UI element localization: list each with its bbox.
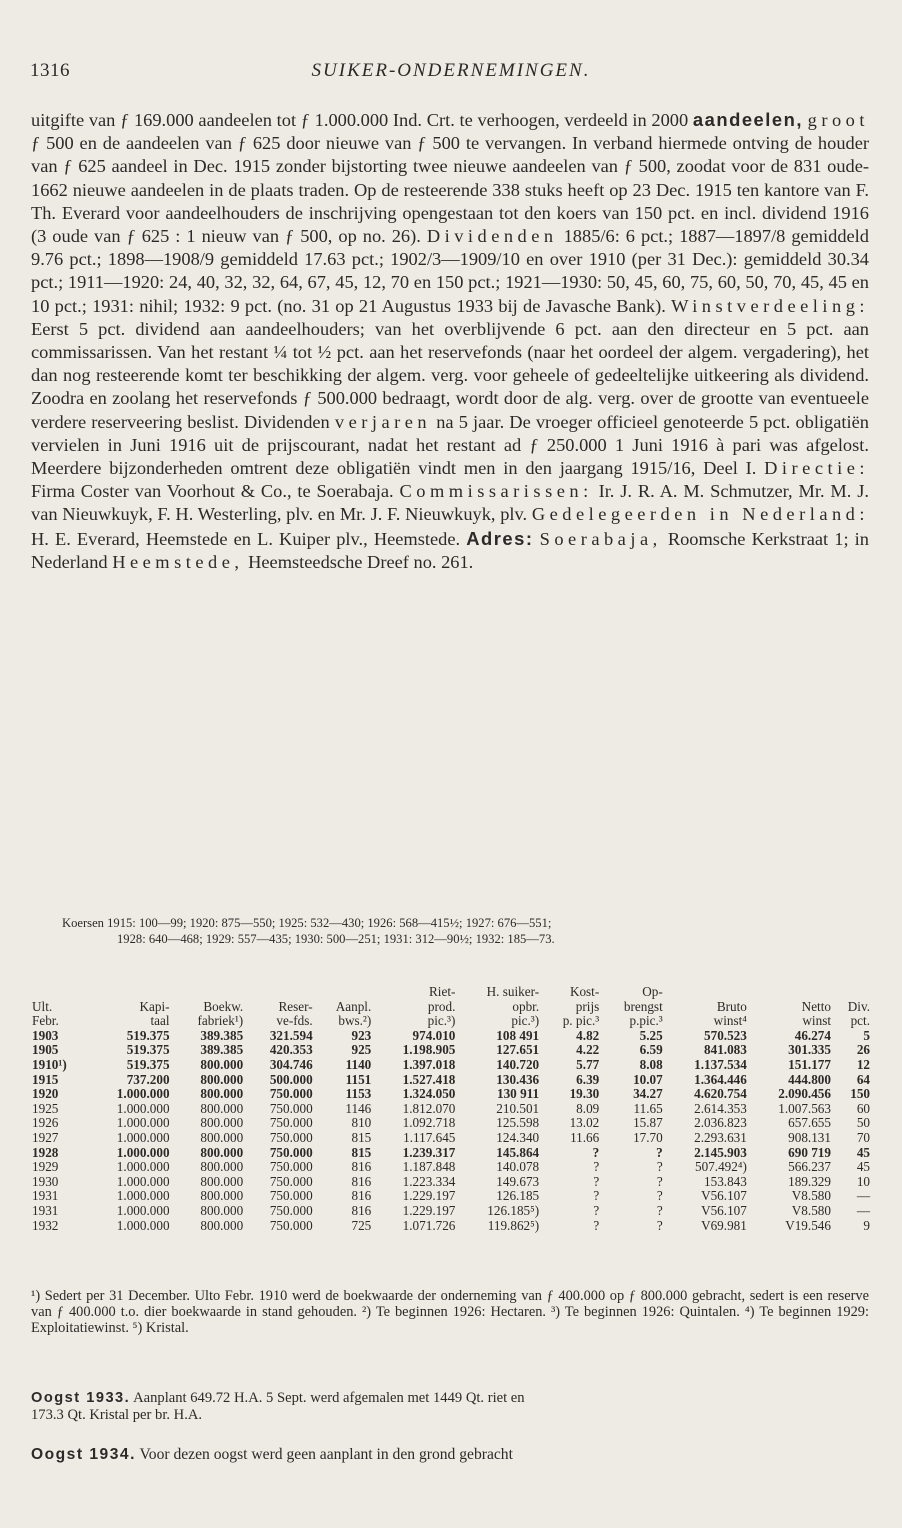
- column-header: [87, 985, 171, 1000]
- table-cell: 908.131: [788, 1129, 831, 1145]
- table-cell: 130 911: [496, 1086, 540, 1102]
- table-cell: 5.77: [576, 1056, 600, 1072]
- table-cell: 725: [351, 1217, 372, 1233]
- text-run: uitgifte van ƒ 169.000 aandeelen tot ƒ 1.000.000 Ind. Crt. te verhoogen, verdeeld in 2000: [31, 110, 693, 130]
- page-header: [30, 60, 872, 90]
- table-cell: 189.329: [788, 1173, 831, 1189]
- table-cell: 816: [351, 1173, 372, 1189]
- table-cell: 750.000: [269, 1217, 313, 1233]
- header-row: [30, 985, 872, 1000]
- table-cell: 1153: [345, 1086, 372, 1102]
- column-header: winst: [802, 1013, 831, 1029]
- column-header: pic.³): [427, 1013, 456, 1029]
- column-header: Reser-: [278, 998, 313, 1014]
- oogst-1933-line-1: Aanplant 649.72 H.A. 5 Sept. werd afgemalen met 1449 Qt. riet en: [130, 1390, 525, 1406]
- column-header: [315, 985, 374, 1000]
- spaced-term: groot: [807, 110, 869, 130]
- table-cell: 1.223.334: [402, 1173, 456, 1189]
- table-cell: 34.27: [633, 1086, 663, 1102]
- table-cell: 150: [850, 1086, 870, 1102]
- column-header: Boekw.: [203, 998, 244, 1014]
- column-header: [665, 985, 749, 1000]
- table-cell: V69.981: [701, 1217, 747, 1233]
- table-cell: 8.08: [639, 1056, 663, 1072]
- table-cell: 1.071.726: [402, 1217, 456, 1233]
- table-cell: 750.000: [269, 1100, 313, 1116]
- column-header: [172, 985, 246, 1000]
- table-cell: 1.000.000: [116, 1086, 170, 1102]
- table-cell: 140.078: [496, 1159, 540, 1175]
- text-run: Firma Coster van Voorhout & Co., te Soerabaja.: [31, 481, 400, 502]
- text-run: H. E. Everard, Heemstede en L. Kuiper plv., Heemstede.: [31, 528, 467, 549]
- table-cell: V56.107: [701, 1188, 747, 1204]
- table-cell: 750.000: [269, 1086, 313, 1102]
- company-description: [31, 108, 869, 574]
- table-cell: 1931: [32, 1202, 59, 1218]
- table-row: [30, 1189, 872, 1204]
- financial-table: [30, 985, 872, 1233]
- table-cell: 130.436: [496, 1071, 540, 1087]
- table-row: [30, 1029, 872, 1044]
- column-header: p. pic.³: [562, 1013, 600, 1029]
- table-cell: 816: [351, 1159, 372, 1175]
- table-cell: 151.177: [788, 1056, 831, 1072]
- table-cell: 1929: [32, 1159, 59, 1175]
- table-row: [30, 1160, 872, 1175]
- table-cell: 2.036.823: [694, 1115, 747, 1131]
- table-row: [30, 1102, 872, 1117]
- column-header: Ult.: [32, 998, 53, 1014]
- table-row: [30, 1146, 872, 1161]
- spaced-term: Heemstede,: [112, 551, 244, 572]
- table-cell: 4.620.754: [694, 1086, 747, 1102]
- table-cell: 1.229.197: [402, 1202, 456, 1218]
- table-cell: 301.335: [788, 1042, 831, 1058]
- table-cell: 70: [856, 1129, 870, 1145]
- table-cell: 800.000: [200, 1056, 244, 1072]
- column-header: pic.³): [511, 1013, 540, 1029]
- table-cell: 800.000: [200, 1086, 244, 1102]
- table-cell: 570.523: [704, 1027, 747, 1043]
- table-cell: 1925: [32, 1100, 59, 1116]
- table-cell: 800.000: [200, 1173, 244, 1189]
- table-cell: 304.746: [269, 1056, 313, 1072]
- table-row: [30, 1058, 872, 1073]
- table-row: [30, 1175, 872, 1190]
- table-cell: 4.22: [576, 1042, 600, 1058]
- table-cell: ?: [656, 1144, 663, 1160]
- table-cell: 816: [351, 1188, 372, 1204]
- table-cell: 1920: [32, 1086, 59, 1102]
- spaced-term: Gedelegeerden in Nederland:: [531, 504, 869, 525]
- text-run: Eerst 5 pct. dividend aan aandeelhouders; van het overblijvende 6 pct. aan den directeur en 5 pct. aan commissarissen. Van het restant ¼ tot ½ pct. aan het reservefonds (naar het oordeel der algem. vergadering), het dan nog resteerende komt ter beschikking der algem. verg. voor geheele of gedeeltelijke uitkeering als dividend. Zoodra en zoolang het reservefonds ƒ 500.000 bedraagt, wordt door de alg. verg. over de grootte van eventueele verdere reserveering beslist. Dividenden: [31, 318, 869, 432]
- table-cell: 12: [856, 1056, 870, 1072]
- table-cell: 10: [856, 1173, 870, 1189]
- table-cell: 153.843: [704, 1173, 747, 1189]
- spaced-term: Winstverdeeling:: [671, 295, 869, 316]
- column-header: Riet-: [429, 984, 456, 999]
- table-cell: 1.198.905: [402, 1042, 456, 1058]
- table-cell: 1.000.000: [116, 1144, 170, 1160]
- column-header: prod.: [427, 998, 456, 1014]
- table-cell: 17.70: [633, 1129, 663, 1145]
- table-cell: 119.862⁵): [487, 1217, 540, 1233]
- table-cell: —: [856, 1188, 870, 1204]
- header-row: [30, 1014, 872, 1029]
- running-title: SUIKER-ONDERNEMINGEN.: [311, 60, 591, 81]
- table-cell: 5: [863, 1027, 870, 1043]
- table-cell: 8.09: [576, 1100, 600, 1116]
- spaced-term: verjaren: [334, 411, 432, 432]
- table-cell: ?: [592, 1144, 600, 1160]
- table-cell: ?: [593, 1217, 600, 1233]
- table-cell: 1.324.050: [402, 1086, 456, 1102]
- table-cell: V56.107: [701, 1202, 747, 1218]
- table-cell: 923: [351, 1027, 372, 1043]
- table-row: [30, 1087, 872, 1102]
- table-cell: 11.65: [633, 1100, 663, 1116]
- table-cell: 800.000: [200, 1129, 244, 1145]
- table-cell: 974.010: [412, 1027, 456, 1043]
- spaced-term: Commissarissen:: [399, 481, 593, 502]
- table-cell: 45: [856, 1159, 870, 1175]
- table-cell: 1.000.000: [116, 1100, 170, 1116]
- column-header: Netto: [801, 998, 831, 1014]
- table-cell: 26: [856, 1042, 870, 1058]
- table-cell: 10.07: [633, 1071, 663, 1087]
- table-cell: 2.145.903: [694, 1144, 747, 1160]
- table-cell: 1.000.000: [116, 1159, 170, 1175]
- table-cell: 127.651: [496, 1042, 540, 1058]
- table-footnotes: ¹) Sedert per 31 December. Ulto Febr. 1910 werd de boekwaarde der onderneming van ƒ 400.000 op ƒ 800.000 gebracht, sedert is een reserve van ƒ 400.000 t.o. dier boekwaarde in stand gehouden. ²) Te beginnen 1926: Hectaren. ³) Te beginnen 1926: Quintalen. ⁴) Te beginnen 1929: Exploitatiewinst. ⁵) Kristal.: [31, 1288, 869, 1337]
- koersen-note: [62, 915, 862, 947]
- column-header: p.pic.³: [629, 1013, 663, 1029]
- table-cell: 815: [351, 1129, 372, 1145]
- table-cell: 800.000: [200, 1115, 244, 1131]
- table-cell: 124.340: [496, 1129, 540, 1145]
- table-cell: V8.580: [791, 1202, 831, 1218]
- table-cell: 690 719: [788, 1144, 831, 1160]
- table-cell: 1.000.000: [116, 1202, 170, 1218]
- spaced-term: Dividenden: [426, 226, 558, 247]
- table-cell: ?: [656, 1202, 663, 1218]
- table-cell: 1930: [32, 1173, 59, 1189]
- spaced-term: Soerabaja,: [539, 528, 662, 549]
- table-cell: 1.229.197: [402, 1188, 456, 1204]
- table-cell: 800.000: [200, 1071, 244, 1087]
- table-cell: 1.187.848: [402, 1159, 456, 1175]
- table-cell: ?: [593, 1159, 600, 1175]
- table-cell: 1903: [32, 1027, 59, 1043]
- oogst-1933-line-2: 173.3 Qt. Kristal per br. H.A.: [31, 1407, 203, 1423]
- table-cell: ?: [656, 1217, 663, 1233]
- table-cell: 800.000: [200, 1202, 244, 1218]
- table-cell: 519.375: [126, 1042, 170, 1058]
- table-cell: ?: [656, 1188, 663, 1204]
- financial-table-header: [30, 985, 872, 1029]
- table-cell: 1.239.317: [402, 1144, 456, 1160]
- table-cell: 149.673: [496, 1173, 540, 1189]
- column-header: Kost-: [569, 984, 600, 999]
- table-cell: 1905: [32, 1042, 59, 1058]
- table-cell: 750.000: [269, 1115, 313, 1131]
- column-header: Div.: [847, 998, 870, 1014]
- table-cell: 1146: [345, 1100, 372, 1116]
- column-header: winst⁴: [713, 1013, 747, 1029]
- table-cell: 210.501: [496, 1100, 540, 1116]
- table-cell: 2.614.353: [694, 1100, 747, 1116]
- table-cell: 750.000: [269, 1144, 313, 1160]
- column-header: H. suiker-: [486, 984, 540, 999]
- table-cell: 1140: [345, 1056, 372, 1072]
- table-cell: 389.385: [200, 1027, 244, 1043]
- table-cell: 6.39: [576, 1071, 600, 1087]
- table-cell: 750.000: [269, 1129, 313, 1145]
- table-cell: 126.185⁵): [487, 1202, 540, 1218]
- table-row: [30, 1073, 872, 1088]
- table-cell: 800.000: [200, 1188, 244, 1204]
- table-cell: 64: [856, 1071, 870, 1087]
- table-cell: 1910¹): [32, 1056, 67, 1072]
- table-cell: 1.000.000: [116, 1217, 170, 1233]
- oogst-1934-text: Voor dezen oogst werd geen aanplant in den grond gebracht: [135, 1446, 513, 1463]
- table-cell: 925: [351, 1042, 372, 1058]
- table-row: [30, 1131, 872, 1146]
- table-cell: 519.375: [126, 1027, 170, 1043]
- table-cell: 800.000: [200, 1100, 244, 1116]
- table-cell: 1927: [32, 1129, 59, 1145]
- table-cell: —: [856, 1202, 870, 1218]
- column-header: [30, 985, 87, 1000]
- table-cell: 1.137.534: [694, 1056, 747, 1072]
- column-header: Op-: [642, 984, 663, 999]
- table-row: [30, 1043, 872, 1058]
- table-cell: 126.185: [496, 1188, 540, 1204]
- table-cell: 1926: [32, 1115, 59, 1131]
- table-cell: 15.87: [633, 1115, 663, 1131]
- table-cell: 1.000.000: [116, 1173, 170, 1189]
- table-cell: 45: [856, 1144, 870, 1160]
- table-cell: ?: [593, 1173, 600, 1189]
- bold-term: Adres:: [466, 527, 534, 549]
- table-cell: 1.812.070: [402, 1100, 456, 1116]
- table-cell: 1932: [32, 1217, 59, 1233]
- column-header: [833, 985, 872, 1000]
- koersen-line-1: Koersen 1915: 100—99; 1920: 875—550; 1925: 532—430; 1926: 568—415½; 1927: 676—551;: [62, 916, 552, 930]
- table-cell: 1151: [345, 1071, 372, 1087]
- table-cell: 750.000: [269, 1188, 313, 1204]
- header-row: [30, 1000, 872, 1015]
- table-cell: 321.594: [269, 1027, 313, 1043]
- table-cell: 4.82: [576, 1027, 600, 1043]
- table-cell: 737.200: [126, 1071, 170, 1087]
- financial-table-body: [30, 1029, 872, 1233]
- table-cell: 1.092.718: [402, 1115, 456, 1131]
- table-row: [30, 1116, 872, 1131]
- table-cell: 9: [863, 1217, 870, 1233]
- table-cell: 1.117.645: [403, 1129, 456, 1145]
- table-cell: 6.59: [639, 1042, 663, 1058]
- page-number: 1316: [30, 60, 70, 81]
- table-cell: 810: [351, 1115, 372, 1131]
- table-cell: 841.083: [704, 1042, 747, 1058]
- table-cell: 519.375: [126, 1056, 170, 1072]
- column-header: bws.²): [338, 1013, 372, 1029]
- table-cell: ?: [656, 1173, 663, 1189]
- oogst-1933: [31, 1390, 869, 1424]
- table-cell: 1928: [32, 1144, 59, 1160]
- table-cell: 145.864: [496, 1144, 540, 1160]
- column-header: Aanpl.: [335, 998, 372, 1014]
- table-cell: 1915: [32, 1071, 59, 1087]
- table-cell: 566.237: [788, 1159, 831, 1175]
- column-header: taal: [150, 1013, 170, 1029]
- table-cell: 389.385: [200, 1042, 244, 1058]
- table-cell: 444.800: [788, 1071, 831, 1087]
- table-cell: 2.293.631: [694, 1129, 747, 1145]
- table-cell: V19.546: [785, 1217, 831, 1233]
- text-run: Roomsche Kerkstraat 1; in Nederland: [31, 528, 869, 572]
- column-header: pct.: [850, 1013, 870, 1029]
- column-header: Febr.: [32, 1013, 59, 1029]
- table-cell: 140.720: [496, 1056, 540, 1072]
- bold-term: aandeelen,: [692, 109, 803, 130]
- table-cell: 750.000: [269, 1173, 313, 1189]
- column-header: [245, 985, 314, 1000]
- table-cell: ?: [593, 1188, 600, 1204]
- table-cell: 1.000.000: [116, 1129, 170, 1145]
- table-cell: 800.000: [200, 1144, 244, 1160]
- table-cell: 1931: [32, 1188, 59, 1204]
- table-cell: 108 491: [496, 1027, 540, 1043]
- table-cell: 1.007.563: [778, 1100, 831, 1116]
- table-cell: V8.580: [791, 1188, 831, 1204]
- column-header: [749, 985, 833, 1000]
- column-header: brengst: [623, 998, 663, 1014]
- table-cell: 13.02: [569, 1115, 600, 1131]
- column-header: Bruto: [716, 998, 747, 1014]
- table-cell: 1.397.018: [402, 1056, 456, 1072]
- table-cell: 19.30: [569, 1086, 600, 1102]
- table-cell: 657.655: [788, 1115, 831, 1131]
- table-cell: 1.527.418: [402, 1071, 456, 1087]
- koersen-line-2: 1928: 640—468; 1929: 557—435; 1930: 500—251; 1931: 312—90½; 1932: 185—73.: [117, 932, 555, 946]
- table-row: [30, 1204, 872, 1219]
- column-header: fabriek¹): [197, 1013, 244, 1029]
- table-cell: 1.000.000: [116, 1115, 170, 1131]
- table-cell: 507.492⁴): [695, 1159, 747, 1175]
- text-run: 1885/6: 6 pct.; 1887—1897/8 gemiddeld 9.76 pct.; 1898—1908/9 gemiddeld 17.63 pct.; 1902/3—1909/10 en over 1910 (per 31 Dec.): gemiddeld 30.34 pct.; 1911—1920: 24, 40, 32, 32, 64, 67, 45, 12, 70 en 150 pct.; 1921—1930: 50, 45, 60, 75, 60, 50, 70, 45, 45 en 10 pct.; 1931: nihil; 1932: 9 pct. (no. 31 op 21 Augustus 1933 bij de Javasche Bank).: [31, 226, 869, 316]
- spaced-term: Directie:: [764, 458, 869, 479]
- text-run: na 5 jaar. De vroeger officieel genoteerde 5 pct. obligatiën vervielen in Juni 1916 uit de prijscourant, nadat het restant ad ƒ 250.000 1 Juni 1916 à pari was afgelost. Meerdere bijzonderheden omtrent deze obligatiën vindt men in den jaargang 1915/16, Deel I.: [31, 411, 869, 479]
- column-header: Kapi-: [139, 998, 170, 1014]
- table-cell: 125.598: [496, 1115, 540, 1131]
- table-cell: 750.000: [269, 1159, 313, 1175]
- text-run: Heemsteedsche Dreef no. 261.: [243, 551, 474, 572]
- table-cell: ?: [593, 1202, 600, 1218]
- oogst-1933-label: Oogst 1933.: [31, 1390, 131, 1406]
- text-run: ƒ 500 en de aandeelen van ƒ 625 door nieuwe van ƒ 500 te vervangen. In verband hiermede ontving de houder van ƒ 625 aandeel in Dec. 1915 zonder bijstorting twee nieuwe aandeelen van ƒ 500, zoodat voor de 831 oude- 1662 nieuwe aandeelen in de plaats traden. Op de resteerende 338 stuks heeft op 23 Dec. 1915 ten kantore van F. Th. Everard voor aandeelhouders de inschrijving opengestaan tot den koers van 150 pct. en incl. dividend 1916 (3 oude van ƒ 625 : 1 nieuw van ƒ 500, op no. 26).: [31, 133, 869, 247]
- table-cell: 1.000.000: [116, 1188, 170, 1204]
- table-row: [30, 1219, 872, 1234]
- table-cell: 1.364.446: [694, 1071, 747, 1087]
- table-cell: 420.353: [269, 1042, 313, 1058]
- table-cell: 800.000: [200, 1159, 244, 1175]
- column-header: opbr.: [512, 998, 540, 1014]
- table-cell: 11.66: [570, 1129, 600, 1145]
- column-header: prijs: [575, 998, 600, 1014]
- table-cell: 815: [351, 1144, 372, 1160]
- column-header: ve-fds.: [276, 1013, 313, 1029]
- table-cell: 500.000: [269, 1071, 313, 1087]
- table-cell: 2.090.456: [778, 1086, 831, 1102]
- table-cell: 5.25: [639, 1027, 663, 1043]
- table-cell: 750.000: [269, 1202, 313, 1218]
- table-cell: 46.274: [794, 1027, 831, 1043]
- table-cell: 50: [856, 1115, 870, 1131]
- table-cell: 60: [856, 1100, 870, 1116]
- oogst-1934-label: Oogst 1934.: [31, 1446, 136, 1463]
- table-cell: 800.000: [200, 1217, 244, 1233]
- oogst-1934: [31, 1446, 869, 1464]
- table-cell: 816: [351, 1202, 372, 1218]
- text-run: Ir. J. R. A. M. Schmutzer, Mr. M. J. van Nieuwkuyk, F. H. Westerling, plv. en Mr. J. F. Nieuwkuyk, plv.: [31, 481, 869, 525]
- table-cell: ?: [656, 1159, 663, 1175]
